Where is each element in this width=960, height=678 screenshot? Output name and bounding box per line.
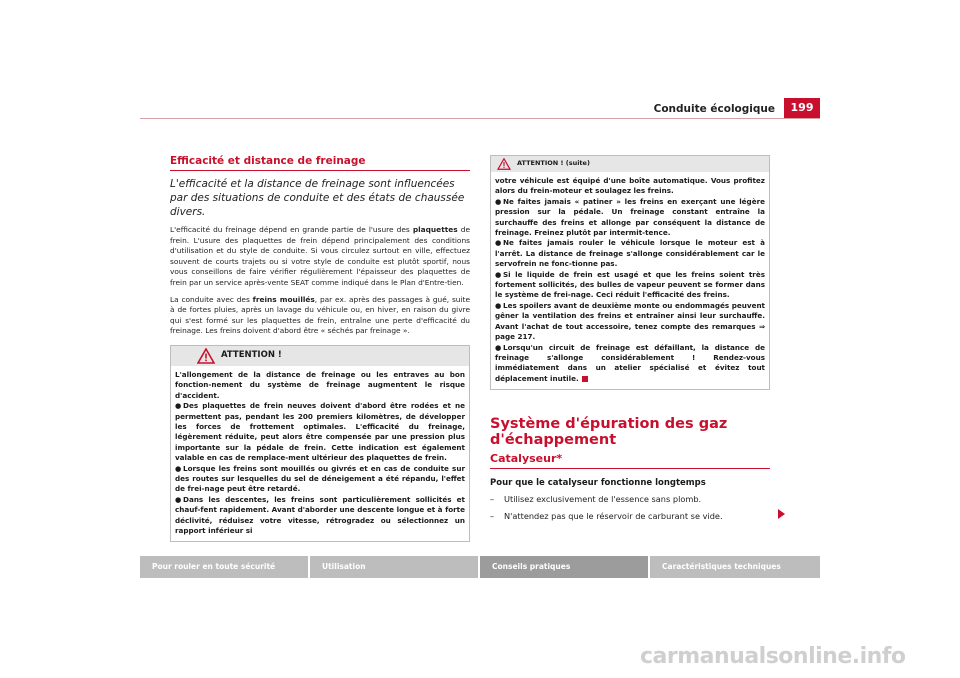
text-run: La conduite avec des bbox=[170, 294, 253, 304]
lead-paragraph: L'efficacité et la distance de freinage sont influencées par des situations de conduite et des états de chaussée divers. bbox=[170, 178, 465, 218]
warning-bullet bbox=[495, 238, 765, 269]
watermark: carmanualsonline.info bbox=[640, 644, 906, 669]
bullet-text: Lorsqu'un circuit de freinage est défaillant, la distance de freinage s'allonge considérablement ! Rendez-vous immédiatement dans un atelier spécialisé et évitez tout déplacement inutile. bbox=[495, 342, 765, 383]
text-run: de frein. L'usure des plaquettes de frein dépend principalement des conditions d'utilisation et du style de conduite. Si vous circulez surtout en ville, effectuez souvent de courts trajets ou si votre style de conduite est plutôt sportif, nous vous conseillons de faire vérifier régulièrement l'épaisseur des plaquettes de frein par un service après-vente SEAT comme indiqué dans le Plan d'Entre-tien. bbox=[170, 225, 470, 287]
step-dash: – bbox=[490, 511, 495, 522]
warning-bullet bbox=[495, 197, 765, 239]
warning-body-continued bbox=[491, 172, 769, 389]
procedure-step bbox=[490, 511, 770, 522]
warning-triangle-icon bbox=[197, 348, 215, 364]
warning-header-continued bbox=[491, 156, 769, 172]
page-number: 199 bbox=[784, 98, 820, 118]
footer-tab-use[interactable]: Utilisation bbox=[310, 556, 478, 578]
step-text: N'attendez pas que le réservoir de carburant se vide. bbox=[504, 511, 723, 522]
section-title-braking: Efficacité et distance de freinage bbox=[170, 155, 470, 171]
warning-box bbox=[170, 345, 470, 543]
warning-bullet bbox=[495, 270, 765, 301]
bullet-text: Lorsque les freins sont mouillés ou givrés et en cas de conduite sur des routes sur lesquelles du sel de déneigement a été répandu, l'effet de frei-nage peut être retardé. bbox=[175, 463, 465, 494]
warning-bullet bbox=[175, 401, 465, 463]
bullet-text: Des plaquettes de frein neuves doivent d'abord être rodées et ne permettent pas, pendant les 200 premiers kilomètres, de développer les forces de frottement optimales. L'efficacité du freinage, légèrement réduite, peut alors être compensée par une pression plus importante sur la pédale de frein. Cette indication est également valable en cas de remplace-ment ultérieur des plaquettes de frein. bbox=[175, 401, 465, 463]
text-run: L'efficacité du freinage dépend en grande partie de l'usure des bbox=[170, 225, 413, 234]
paragraph-wet-brakes bbox=[170, 295, 470, 337]
warning-body bbox=[171, 366, 469, 542]
bullet-text: Ne faites jamais rouler le véhicule lorsque le moteur est à l'arrêt. La distance de freinage s'allonge considérablement car le servofrein ne fonc-tionne pas. bbox=[495, 238, 765, 269]
warning-bullet bbox=[495, 301, 765, 343]
chapter-title-exhaust: Système d'épuration des gaz d'échappement bbox=[490, 416, 728, 449]
warning-header bbox=[171, 346, 469, 366]
footer-tab-practical-tips[interactable]: Conseils pratiques bbox=[480, 556, 648, 578]
header-divider bbox=[140, 118, 820, 119]
warning-bullet bbox=[175, 495, 465, 537]
bullet-icon: ● bbox=[175, 494, 182, 504]
warning-triangle-icon bbox=[497, 158, 511, 170]
step-text: Utilisez exclusivement de l'essence sans plomb. bbox=[504, 494, 702, 505]
warning-box-continued bbox=[490, 155, 770, 390]
running-header-title: Conduite écologique bbox=[653, 103, 775, 115]
right-column bbox=[490, 155, 770, 528]
bold-term-pads: plaquettes bbox=[412, 225, 458, 234]
bullet-icon: ● bbox=[495, 300, 502, 310]
bullet-icon: ● bbox=[175, 463, 182, 473]
footer-tab-safety[interactable]: Pour rouler en toute sécurité bbox=[140, 556, 308, 578]
bullet-icon: ● bbox=[495, 342, 502, 352]
warning-intro: votre véhicule est équipé d'une boîte automatique. Vous profitez alors du frein-moteur et soulagez les freins. bbox=[495, 176, 765, 196]
text-run: , par ex. après des passages à gué, suite à de fortes pluies, après un lavage du véhicule ou, en hiver, en raison du givre qui s'est formé sur les plaquettes de frein, entraîne une perte d'efficacité du freinage. Les freins doivent d'abord être « séchés par freinage ». bbox=[170, 294, 470, 336]
step-dash: – bbox=[490, 494, 495, 505]
page-reference-link[interactable]: page 217. bbox=[495, 332, 536, 342]
procedure-title: Pour que le catalyseur fonctionne longtemps bbox=[490, 478, 706, 489]
bullet-text: Ne faites jamais « patiner » les freins en exerçant une légère pression sur la pédale. Un freinage constant entraîne la surchauffe des freins et allonge par conséquent la distance de freinage. Freinez plutôt par intermit-tence. bbox=[495, 196, 765, 238]
bullet-text: Si le liquide de frein est usagé et que les freins soient très fortement sollicités, des bulles de vapeur peuvent se former dans le système de frei-nage. Ceci réduit l'efficacité des freins. bbox=[495, 269, 765, 300]
warning-title: ATTENTION ! bbox=[221, 349, 282, 360]
subsection-title-catalyst: Catalyseur* bbox=[490, 452, 770, 469]
bullet-text: Dans les descentes, les freins sont particulièrement sollicités et chauf-fent rapidement. Avant d'aborder une descente longue et à forte déclivité, réduisez votre vitesse, rétrogradez ou sélectionnez un rapport inférieur si bbox=[175, 494, 465, 536]
bullet-icon: ● bbox=[495, 238, 502, 248]
end-of-section-icon bbox=[582, 376, 588, 382]
bullet-icon: ● bbox=[495, 269, 502, 279]
continue-arrow-icon[interactable] bbox=[778, 509, 785, 519]
warning-bullet bbox=[175, 464, 465, 495]
footer-tab-technical-data[interactable]: Caractéristiques techniques bbox=[650, 556, 820, 578]
bold-term-wet-brakes: freins mouillés bbox=[252, 294, 315, 304]
bullet-icon: ● bbox=[175, 401, 182, 411]
cross-ref-arrow-icon: ⇒ bbox=[758, 321, 765, 331]
bullet-text: Les spoilers avant de deuxième monte ou endommagés peuvent gêner la ventilation des freins et entraîner ainsi leur surchauffe. Avant l'achat de tout accessoire, tenez compte des remarques bbox=[495, 300, 765, 331]
procedure-step bbox=[490, 494, 770, 505]
paragraph-brake-pads bbox=[170, 225, 470, 289]
warning-title-continued: ATTENTION ! (suite) bbox=[517, 159, 590, 167]
bullet-icon: ● bbox=[495, 196, 502, 206]
left-column bbox=[170, 155, 470, 542]
warning-bullet bbox=[495, 343, 765, 385]
warning-intro: L'allongement de la distance de freinage ou les entraves au bon fonction-nement du système de freinage augmentent le risque d'accident. bbox=[175, 369, 465, 400]
